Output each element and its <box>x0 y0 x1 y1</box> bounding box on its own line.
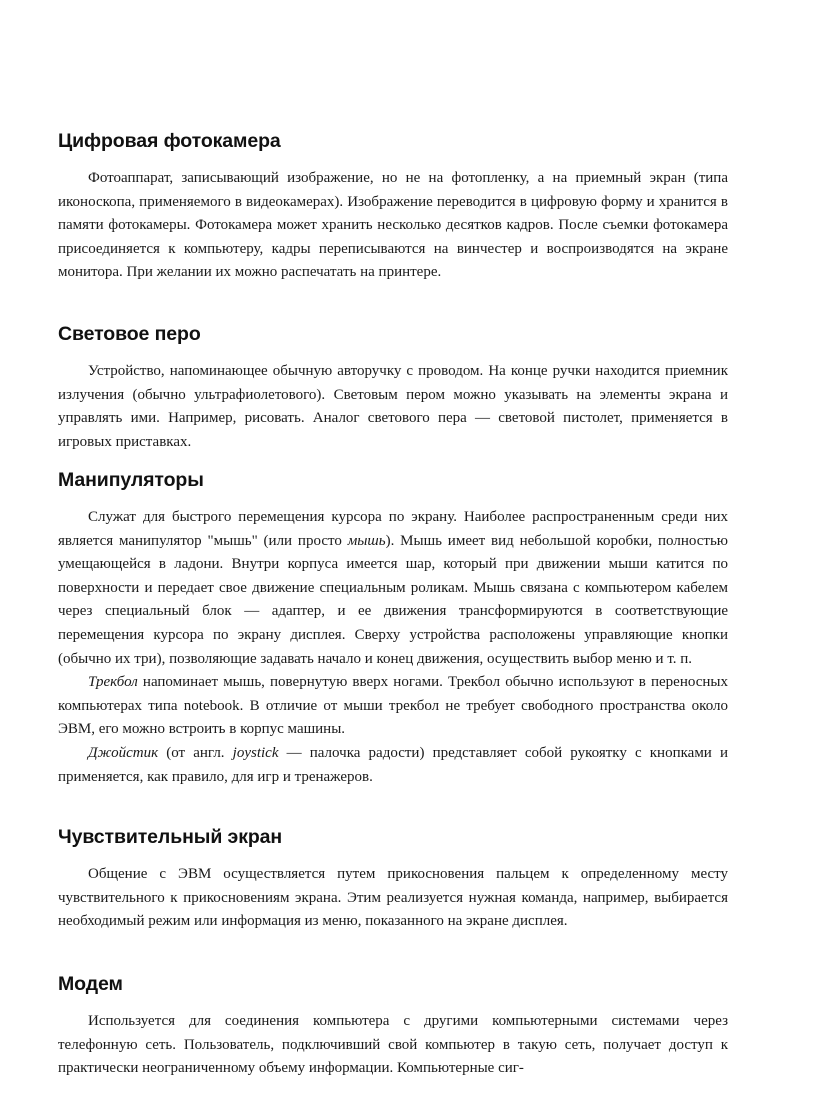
text-run: ). Мышь имеет вид небольшой коробки, полностью умещающейся в ладони. Внутри корпуса имеется шар, который при движении мыши катится по поверхности и передает свое движение специальным роликам. Мышь связана с компьютером кабелем через специальный блок — адаптер, и ее движения трансформируются в соответствующие перемещения курсора по экрану дисплея. Сверху устройства расположены управляющие кнопки (обычно их три), позволяющие задавать начало и конец движения, осуществить выбор меню и т. п. <box>58 532 729 667</box>
section-manipulators <box>58 468 728 789</box>
section-modem <box>58 972 728 1081</box>
section-heading: Световое перо <box>58 323 201 345</box>
text-run: Фотоаппарат, записывающий изображение, но не на фотопленку, а на приемный экран (типа иконоскопа, применяемого в видеокамерах). Изображение переводится в цифровую форму и хранится в памяти фотокамеры. Фотокамера может хранить несколько десятков кадров. После съемки фотокамера присоединяется к компьютеру, кадры переписываются на винчестер и воспроизводятся на экране монитора. При желании их можно распечатать на принтере. <box>58 170 728 281</box>
text-run: напоминает мышь, повернутую вверх ногами. Трекбол обычно используют в переносных компьютерах типа notebook. В отличие от мыши трекбол не требует свободного пространства около ЭВМ, его можно встроить в корпус машины. <box>58 674 728 738</box>
text-run: Общение с ЭВМ осуществляется путем прикосновения пальцем к определенному месту чувствительного к прикосновениям экрана. Этим реализуется нужная команда, например, выбирается необходимый режим или информация из меню, показанного на экране дисплея. <box>58 866 728 930</box>
text-run: Служат для быстрого перемещения курсора по экрану. Наиболее распространенным среди них является манипулятор "мышь" (или просто <box>58 509 728 549</box>
body-paragraph <box>58 360 728 454</box>
body-paragraph <box>58 167 728 285</box>
text-run: Устройство, напоминающее обычную авторучку с проводом. На конце ручки находится приемник излучения (обычно ультрафиолетового). Световым пером можно указывать на элементы экрана и управлять ими. Например, рисовать. Аналог светового пера — световой пистолет, применяется в игровых приставках. <box>58 363 728 450</box>
section-body <box>58 863 728 934</box>
body-paragraph <box>58 506 728 671</box>
section-heading: Модем <box>58 973 123 995</box>
section-digital-camera <box>58 129 728 285</box>
section-body <box>58 360 728 454</box>
body-paragraph <box>58 1010 728 1081</box>
section-light-pen <box>58 322 728 454</box>
section-heading: Цифровая фотокамера <box>58 130 281 152</box>
section-touch-screen <box>58 825 728 934</box>
text-run: Используется для соединения компьютера с другими компьютерными системами через телефонную сеть. Пользователь, подключивший свой компьютер в такую сеть, получает доступ к практически неограниченному объему информации. Компьютерные сиг- <box>58 1013 728 1077</box>
section-body <box>58 1010 728 1081</box>
text-run: — палочка радости) представляет собой рукоятку с кнопками и применяется, как правило, для игр и тренажеров. <box>58 744 728 785</box>
italic-term: мышь <box>347 532 386 549</box>
body-paragraph <box>58 863 728 934</box>
italic-term: Джойстик <box>88 744 159 761</box>
section-heading: Чувствительный экран <box>58 826 283 848</box>
body-paragraph <box>58 671 728 742</box>
section-body <box>58 506 728 789</box>
text-run: (от англ. <box>158 744 233 761</box>
italic-term: Трекбол <box>88 674 138 691</box>
body-paragraph <box>58 742 728 789</box>
section-heading: Манипуляторы <box>58 469 204 491</box>
italic-term: joystick <box>232 744 279 761</box>
section-body <box>58 167 728 285</box>
